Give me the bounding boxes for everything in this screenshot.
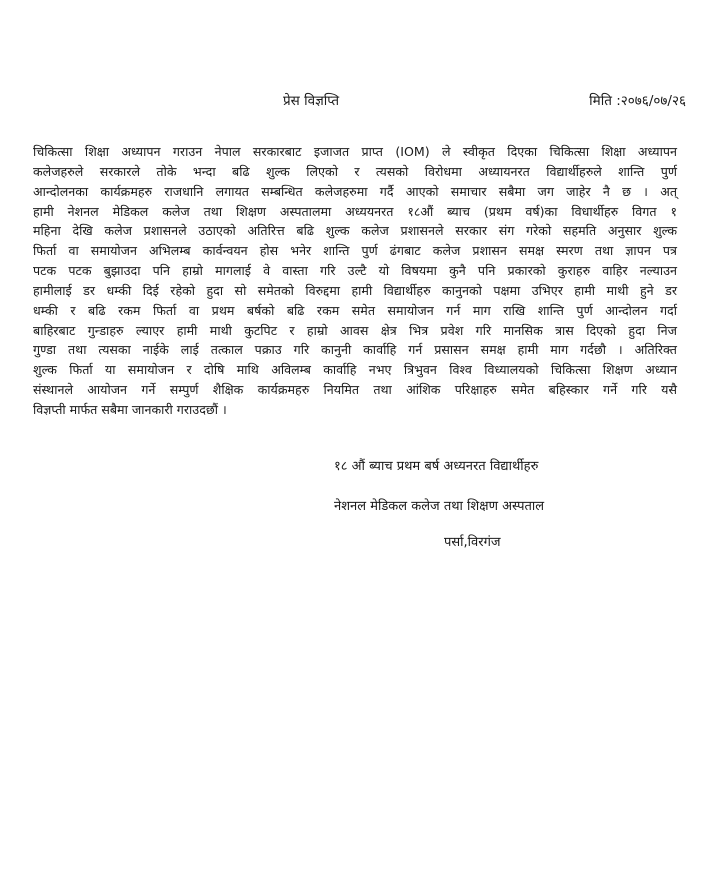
document-title: प्रेस विज्ञप्ति <box>283 93 340 109</box>
body-line: आन्दोलनका कार्यक्रमहरु राजधानि लगायत सम्बन्धित कलेजहरुमा गर्दै आएको समाचार सबैमा जग जाहेर नै छ । अत् <box>33 183 677 199</box>
body-line: बाहिरबाट गुन्डाहरु ल्याएर हामी माथी कुटपिट र हाम्रो आवस क्षेत्र भित्र प्रवेश गरि मानसिक त्रास दिएको हुदा निज <box>33 322 677 338</box>
document-date: मिति :२०७६/०७/२६ <box>589 93 686 109</box>
body-line: शुल्क फिर्ता या समायोजन र दोषि माथि अविलम्ब कार्वाहि नभए त्रिभुवन विश्व विध्यालयको चिकित्सा शिक्षण अध्यान <box>33 362 677 378</box>
body-line: धम्की र बढि रकम फिर्ता वा प्रथम बर्षको बढि रकम समेत समायोजन गर्न माग राखि शान्ति पुर्ण आन्दोलन गर्दा <box>33 302 677 318</box>
body-line: हामी नेशनल मेडिकल कलेज तथा शिक्षण अस्पतालमा अध्ययनरत १८औं ब्याच (प्रथम वर्ष)का विधार्थीहरु विगत १ <box>33 203 677 219</box>
signature-batch: १८ औं ब्याच प्रथम बर्ष अध्यनरत विद्यार्थीहरु <box>334 459 539 474</box>
body-line: कलेजहरुले सरकारले तोके भन्दा बढि शुल्क लिएको र त्यसको विरोधमा अध्यायनरत विद्यार्थीहरुले शान्ति पुर्ण <box>33 163 677 179</box>
body-line: संस्थानले आयोजन गर्ने सम्पुर्ण शैक्षिक कार्यक्रमहरु नियमित तथा आंशिक परिक्षाहरु समेत बहिस्कार गर्ने गरि यसै <box>33 382 677 398</box>
signature-institution: नेशनल मेडिकल कलेज तथा शिक्षण अस्पताल <box>334 499 545 514</box>
signature-location: पर्सा,विरगंज <box>444 535 501 550</box>
body-line: चिकित्सा शिक्षा अध्यापन गराउन नेपाल सरकारबाट इजाजत प्राप्त (IOM) ले स्वीकृत दिएका चिकित्सा शिक्षा अध्यापन <box>33 144 677 159</box>
body-paragraph <box>33 142 677 420</box>
body-line: गुण्डा तथा त्यसका नाईके लाई तत्काल पक्राउ गरि कानुनी कार्वाहि गर्न प्रसासन समक्ष हामी माग गर्दछौ । अतिरिक्त <box>33 342 677 358</box>
body-line: पटक पटक बुझाउदा पनि हाम्रो मागलाई वे वास्ता गरि उल्टै यो विषयमा कुनै पनि प्रकारको कुराहरु वाहिर नल्याउन <box>33 263 677 279</box>
body-line: विज्ञप्ती मार्फत सबैमा जानकारी गराउदछौं । <box>33 401 227 417</box>
body-line: फिर्ता वा समायोजन अभिलम्ब कार्वन्वयन होस भनेर शान्ति पुर्ण ढंगबाट कलेज प्रशासन समक्ष स्मरण तथा ज्ञापन पत्र <box>33 243 677 259</box>
body-line: महिना देखि कलेज प्रशासनले उठाएको अतिरित्त बढि शुल्क कलेज प्रशासनले सरकार संग गरेको सहमति अनुसार शुल्क <box>33 223 677 239</box>
body-line: हामीलाई डर धम्की दिई रहेको हुदा सो समेतको विरुद्दमा हामी विद्यार्थीहरु कानुनको पक्षमा उभिएर हामी माथी हुने डर <box>33 282 677 298</box>
